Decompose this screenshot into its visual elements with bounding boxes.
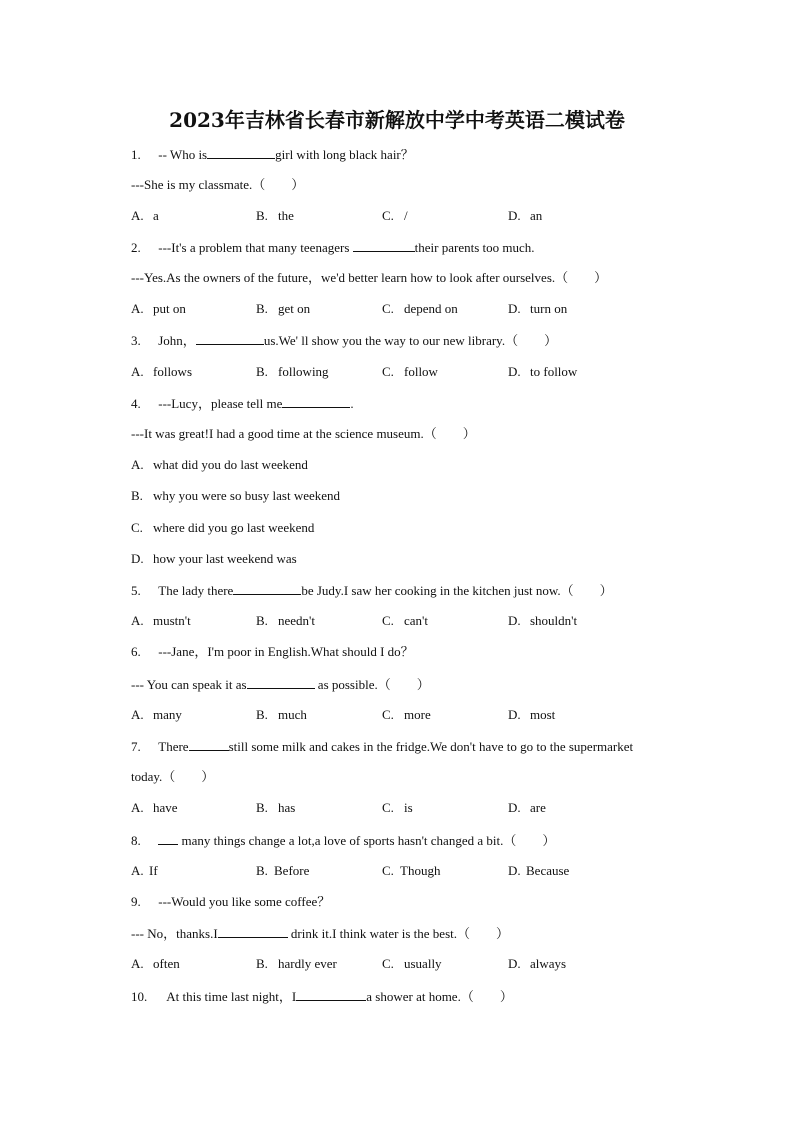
option-a[interactable]: A. follows	[131, 364, 192, 379]
option-d[interactable]: D. are	[508, 800, 546, 815]
answer-blank	[158, 831, 178, 845]
option-b[interactable]: B. get on	[256, 301, 311, 316]
question-text: ---It's a problem that many teenagers	[158, 240, 353, 255]
question-text: ---Would you like some coffee？	[158, 894, 331, 909]
question-text: There	[158, 739, 189, 754]
question-3	[131, 331, 557, 349]
question-text: -- Who is	[158, 147, 208, 162]
question-number: 8.	[131, 833, 141, 848]
question-1-response: ---She is my classmate.（ ）	[131, 177, 305, 192]
question-2	[131, 238, 535, 256]
answer-blank	[189, 737, 229, 751]
question-5	[131, 581, 613, 599]
question-number: 4.	[131, 396, 141, 411]
option-b[interactable]: B. needn't	[256, 613, 315, 628]
option-d[interactable]: D. an	[508, 208, 543, 223]
option-d[interactable]: D. always	[508, 956, 567, 971]
option-a[interactable]: A. mustn't	[131, 613, 191, 628]
option-a[interactable]: A. put on	[131, 301, 186, 316]
question-text: John，	[158, 333, 196, 348]
question-number: 5.	[131, 583, 141, 598]
answer-blank	[247, 675, 315, 689]
answer-blank	[296, 987, 366, 1001]
question-2-response: ---Yes.As the owners of the future，we'd better learn how to look after ourselves.（ ）	[131, 270, 608, 285]
question-number: 10.	[131, 989, 148, 1004]
option-c[interactable]: C. depend on	[382, 301, 458, 316]
question-text: --- You can speak it as	[131, 677, 247, 692]
option-d[interactable]: D. shouldn't	[508, 613, 578, 628]
question-1	[131, 145, 414, 163]
option-b[interactable]: B. why you were so busy last weekend	[131, 488, 341, 503]
option-d[interactable]: D. to follow	[508, 364, 578, 379]
option-b[interactable]: B. much	[256, 707, 307, 722]
question-text: The lady there	[158, 583, 234, 598]
option-b[interactable]: B. hardly ever	[256, 956, 337, 971]
option-c[interactable]: C. /	[382, 208, 408, 223]
option-c[interactable]: C. follow	[382, 364, 438, 379]
question-text: as possible.（ ）	[314, 677, 430, 692]
question-6	[131, 643, 414, 661]
option-a[interactable]: A. what did you do last weekend	[131, 457, 308, 472]
question-text: girl with long black hair？	[275, 147, 414, 162]
option-d[interactable]: D. how your last weekend was	[131, 551, 297, 566]
option-c[interactable]: C. can't	[382, 613, 428, 628]
answer-blank	[353, 238, 415, 252]
question-7	[131, 737, 633, 755]
question-number: 2.	[131, 240, 141, 255]
answer-blank	[282, 394, 350, 408]
option-a[interactable]: A. have	[131, 800, 178, 815]
question-number: 9.	[131, 894, 141, 909]
answer-blank	[233, 581, 301, 595]
answer-blank	[207, 145, 275, 159]
question-4	[131, 394, 354, 412]
question-number: 6.	[131, 644, 141, 659]
question-text: At this time last night，I	[166, 989, 297, 1004]
option-c[interactable]: C. Though	[382, 863, 441, 878]
question-text: ---Lucy，please tell me	[158, 396, 283, 411]
option-a[interactable]: A. many	[131, 707, 182, 722]
question-text: their parents too much.	[414, 240, 535, 255]
question-number: 7.	[131, 739, 141, 754]
question-9-response	[131, 924, 509, 942]
option-a[interactable]: A. often	[131, 956, 180, 971]
question-9	[131, 893, 330, 911]
page-title: 2023年吉林省长春市新解放中学中考英语二模试卷	[169, 108, 625, 132]
question-text: --- No，thanks.I	[131, 926, 218, 941]
option-c[interactable]: C. is	[382, 800, 413, 815]
question-text: be Judy.I saw her cooking in the kitchen just now.（ ）	[301, 583, 613, 598]
option-a[interactable]: A. a	[131, 208, 159, 223]
question-10	[131, 987, 513, 1005]
question-number: 3.	[131, 333, 141, 348]
question-text: drink it.I think water is the best.（ ）	[287, 926, 509, 941]
option-c[interactable]: C. where did you go last weekend	[131, 520, 315, 535]
option-d[interactable]: D. turn on	[508, 301, 568, 316]
question-6-response	[131, 675, 430, 693]
question-8	[131, 831, 555, 849]
option-b[interactable]: B. Before	[256, 863, 310, 878]
question-number: 1.	[131, 147, 141, 162]
option-b[interactable]: B. following	[256, 364, 329, 379]
question-text: us.We' ll show you the way to our new library.（ ）	[263, 333, 558, 348]
question-text: still some milk and cakes in the fridge.We don't have to go to the supermarket	[228, 739, 634, 754]
option-c[interactable]: C. more	[382, 707, 431, 722]
question-text: many things change a lot,a love of sports hasn't changed a bit.（ ）	[178, 833, 556, 848]
answer-blank	[196, 331, 264, 345]
question-4-response: ---It was great!I had a good time at the science museum.（ ）	[131, 426, 476, 441]
question-text: .	[350, 396, 354, 411]
option-d[interactable]: D. most	[508, 707, 556, 722]
option-b[interactable]: B. the	[256, 208, 294, 223]
question-text: ---Jane，I'm poor in English.What should I do？	[158, 644, 414, 659]
answer-blank	[218, 924, 288, 938]
option-c[interactable]: C. usually	[382, 956, 442, 971]
question-text: a shower at home.（ ）	[366, 989, 513, 1004]
option-d[interactable]: D. Because	[508, 863, 570, 878]
option-a[interactable]: A. If	[131, 863, 158, 878]
question-7-continuation: today.（ ）	[131, 769, 215, 784]
option-b[interactable]: B. has	[256, 800, 296, 815]
